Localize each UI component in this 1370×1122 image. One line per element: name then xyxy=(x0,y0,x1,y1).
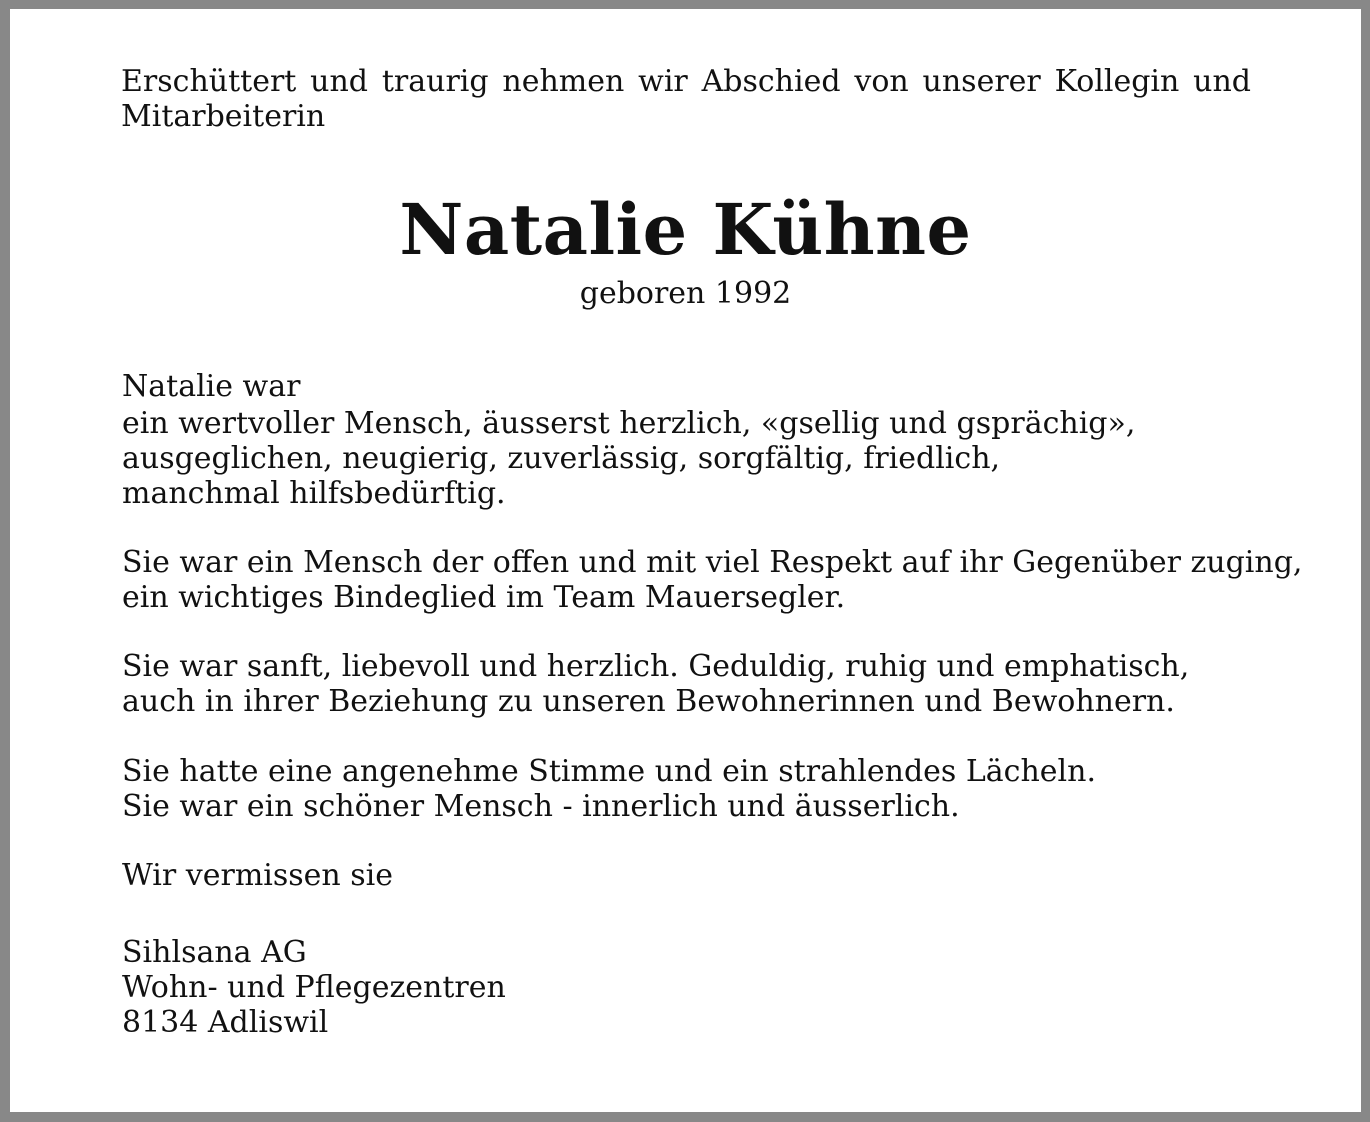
paragraph-line: ausgeglichen, neugierig, zuverlässig, sorgfältig, friedlich, xyxy=(122,441,1001,476)
lead-text: Natalie war xyxy=(122,369,301,404)
obituary-page xyxy=(10,9,1361,1112)
paragraph-line: Sie war ein Mensch der offen und mit viel Respekt auf ihr Gegenüber zuging, xyxy=(122,545,1303,580)
paragraph-respect xyxy=(122,545,1322,615)
signature-company: Sihlsana AG xyxy=(122,935,307,970)
paragraph-gentle xyxy=(122,649,1322,719)
closing-line xyxy=(122,858,1322,893)
paragraph-line: manchmal hilfsbedürftig. xyxy=(122,476,506,511)
paragraph-qualities xyxy=(122,406,1322,511)
intro-text: Erschüttert und traurig nehmen wir Abschied von unserer Kollegin und Mitarbeiterin xyxy=(121,64,1251,134)
paragraph-line: ein wichtiges Bindeglied im Team Mauersegler. xyxy=(122,580,846,615)
signature-address: 8134 Adliswil xyxy=(122,1005,329,1040)
signature-block xyxy=(122,935,1322,1040)
signature-department: Wohn- und Pflegezentren xyxy=(122,970,506,1005)
paragraph-line: ein wertvoller Mensch, äusserst herzlich, «gsellig und gsprächig», xyxy=(122,406,1136,441)
paragraph-line: Sie hatte eine angenehme Stimme und ein strahlendes Lächeln. xyxy=(122,754,1096,789)
birth-year: geboren 1992 xyxy=(579,276,792,311)
paragraph-line: auch in ihrer Beziehung zu unseren Bewohnerinnen und Bewohnern. xyxy=(122,684,1175,719)
deceased-name: Natalie Kühne xyxy=(399,188,972,271)
lead-line xyxy=(122,369,1322,404)
paragraph-smile xyxy=(122,754,1322,824)
closing-text: Wir vermissen sie xyxy=(122,858,394,893)
paragraph-line: Sie war sanft, liebevoll und herzlich. Geduldig, ruhig und emphatisch, xyxy=(122,649,1190,684)
paragraph-line: Sie war ein schöner Mensch - innerlich und äusserlich. xyxy=(122,789,960,824)
